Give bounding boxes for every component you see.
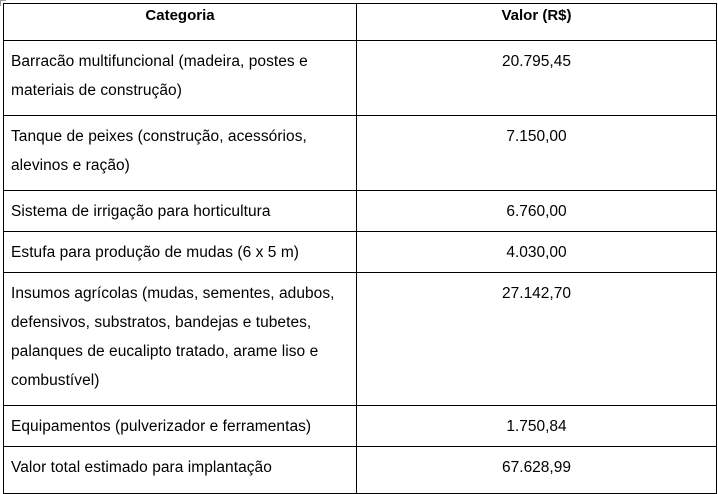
category-cell: Estufa para produção de mudas (6 x 5 m) [4, 232, 357, 273]
total-label-cell: Valor total estimado para implantação [4, 447, 357, 494]
value-cell: 6.760,00 [357, 191, 717, 232]
table-row [4, 406, 717, 447]
category-cell: Tanque de peixes (construção, acessórios, alevinos e ração) [4, 116, 357, 191]
category-cell: Barracão multifuncional (madeira, postes e materiais de construção) [4, 41, 357, 116]
header-category: Categoria [4, 4, 357, 41]
category-cell: Insumos agrícolas (mudas, sementes, adubos, defensivos, substratos, bandejas e tubetes, palanques de eucalipto tratado, arame liso e combustível) [4, 273, 357, 406]
table-row [4, 273, 717, 406]
table-row [4, 191, 717, 232]
category-cell: Equipamentos (pulverizador e ferramentas) [4, 406, 357, 447]
table-row [4, 41, 717, 116]
value-cell: 27.142,70 [357, 273, 717, 406]
header-value: Valor (R$) [357, 4, 717, 41]
table-row [4, 232, 717, 273]
category-cell: Sistema de irrigação para horticultura [4, 191, 357, 232]
value-cell: 4.030,00 [357, 232, 717, 273]
table-header-row [4, 4, 717, 41]
value-cell: 1.750,84 [357, 406, 717, 447]
total-value-cell: 67.628,99 [357, 447, 717, 494]
table-row [4, 116, 717, 191]
budget-table [3, 3, 717, 494]
table-row-total [4, 447, 717, 494]
value-cell: 20.795,45 [357, 41, 717, 116]
value-cell: 7.150,00 [357, 116, 717, 191]
corner-mark [0, 0, 1, 6]
